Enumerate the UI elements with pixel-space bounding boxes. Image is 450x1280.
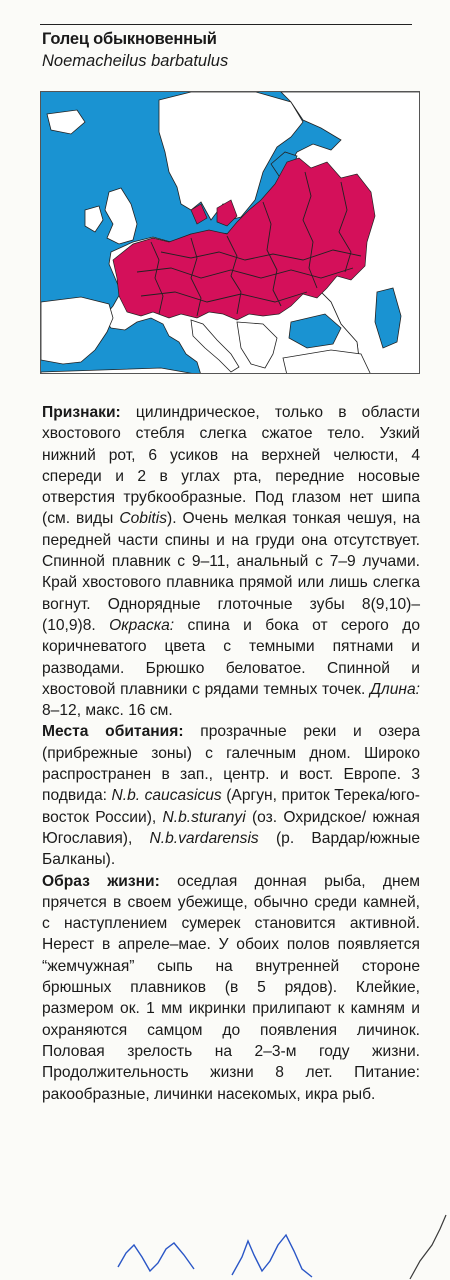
habitat-text-3: (оз. Охридское/ южная Югославия),: [42, 808, 420, 847]
life-label: Образ жизни:: [42, 872, 160, 890]
section-habitat: [42, 721, 420, 870]
pen-scribble: [0, 1205, 450, 1280]
signs-text-4: 8–12, макс. 16 см.: [42, 702, 173, 720]
habitat-text-2: (Аргун, приток Терека/юго-восток России),: [42, 787, 420, 826]
signs-text-3: спина и бока от серого до коричневатого цвета с темными пятнами и разводами. Брюшко беловатое. Спинной и хвостовой плавники с рядами темных точек.: [42, 616, 420, 698]
distribution-map-svg: [41, 92, 420, 374]
description-text: [42, 402, 420, 1105]
habitat-text-1: прозрачные реки и озера (прибрежные зоны) с галечным дном. Широко распространен в зап., центр. и вост. Европе. 3 подвида:: [42, 723, 420, 805]
signs-text-1: цилиндрическое, только в области хвостового стебля слегка сжатое тело. Узкий нижний рот, 6 усиков на верхней челюсти, 4 спереди и 2 в углах рта, передние носовые отверстия трубкообразные. Под глазом нет шипа (см. виды: [42, 404, 420, 528]
distribution-map: [40, 91, 420, 374]
subspecies-1: N.b. caucasicus: [111, 787, 222, 805]
signs-genus-ref: Cobitis: [119, 510, 168, 528]
subspecies-2: N.b.sturanyi: [162, 808, 246, 826]
habitat-label: Места обитания:: [42, 723, 184, 741]
habitat-text-4: (р. Вардар/южные Балканы).: [42, 829, 420, 869]
signs-text-2: ). Очень мелкая тонкая чешуя, на передней части спины и на груди она отсутствует. Спинной плавник с 9–11, анальный с 7–9 лучами. Край хвостового плавника прямой или лишь слегка вогнут. Однорядные глоточные зубы 8(9,10)–(10,9)8.: [42, 510, 420, 634]
species-common-name: Голец обыкновенный: [42, 30, 217, 48]
top-rule: [40, 24, 412, 25]
section-life: [42, 871, 420, 1105]
species-latin-name: Noemacheilus barbatulus: [42, 52, 229, 70]
life-text-1: оседлая донная рыба, днем прячется в своем убежище, обычно среди камней, с наступлением сумерек становится активной. Нерест в апреле–мае. У обоих полов появляется “жемчужная” сыпь на внутренней стороне брюшных плавников (в 5 рядов). Клейкие, размером ок. 1 мм икринки прилипают к камням и охраняются самцом до появления личинок. Половая зрелость на 2–3-м году жизни. Продолжительность жизни 8 лет. Питание: ракообразные, личинки насекомых, икра рыб.: [42, 872, 420, 1103]
subspecies-3: N.b.vardarensis: [149, 829, 259, 847]
coloring-label: Окраска:: [109, 616, 175, 634]
length-label: Длина:: [369, 680, 420, 698]
section-signs: [42, 402, 420, 721]
signs-label: Признаки:: [42, 404, 121, 421]
